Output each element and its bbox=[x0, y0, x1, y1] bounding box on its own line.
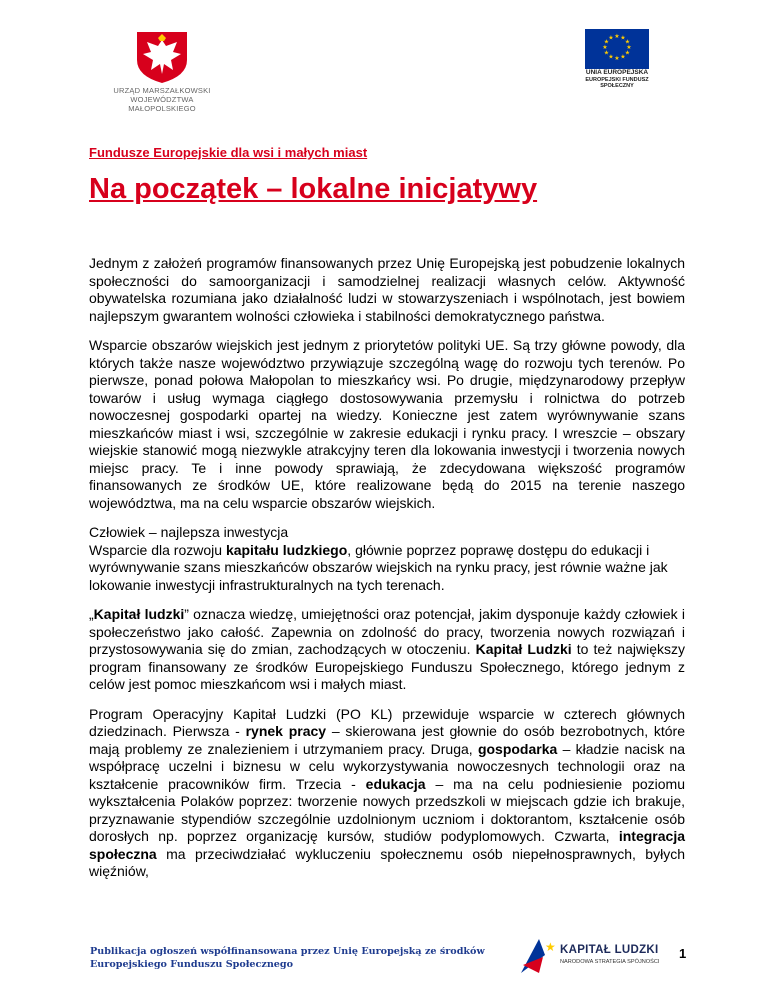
star-logo-icon bbox=[519, 935, 559, 975]
svg-text:★: ★ bbox=[545, 940, 556, 954]
footer-funding-note bbox=[90, 945, 485, 971]
paragraph-human-capital: Człowiek – najlepsza inwestycja Wsparcie dla rozwoju kapitału ludzkiego, głównie poprzez poprawę dostępu do edukacji i wyrównywanie szans mieszkańców obszarów wiejskich na rynku pracy, jest równie ważne jak lokowanie inwestycji infrastrukturalnych na tych terenach. bbox=[89, 524, 668, 593]
org-name-line1: URZĄD MARSZAŁKOWSKI bbox=[113, 86, 211, 95]
bold-term: edukacja bbox=[365, 775, 426, 792]
svg-text:★: ★ bbox=[608, 53, 614, 61]
kapital-ludzki-logo bbox=[519, 935, 669, 975]
page-title: Na początek – lokalne inicjatywy bbox=[89, 173, 538, 205]
malopolska-logo bbox=[97, 30, 227, 113]
eu-line2: EUROPEJSKI FUNDUSZ bbox=[585, 76, 649, 83]
bold-term: integracja społeczna bbox=[89, 828, 685, 862]
bold-term: rynek pracy bbox=[245, 723, 327, 739]
paragraph-intro: Jednym z założeń programów finansowanych przez Unię Europejską jest pobudzenie lokalnych społeczności do samoorganizacji i samodzielnej realizacji własnych celów. Aktywność obywatelska rozumiana jako działalność ludzi w stowarzyszeniach i wspólnotach, jest bowiem najlepszym gwarantem wolności człowieka i stabilności demokratycznego państwa. bbox=[89, 255, 685, 324]
article-body bbox=[89, 255, 685, 893]
paragraph-rural-support: Wsparcie obszarów wiejskich jest jednym z priorytetów polityki UE. Są trzy główne powody, dla których także nasze województwo przywiązuje szczególną wagę do rozwoju tych terenów. Po pierwsze, ponad połowa Małopolan to mieszkańcy wsi. Po drugie, międzynarodowy przepływ towarów i usług wymaga ciągłego dostosowywania przemysłu i rolnictwa do potrzeb nowoczesnej gospodarki opartej na wiedzy. Konieczne jest zatem wyrównywanie szans mieszkańców miast i wsi, szczególnie w zakresie edukacji i rynku pracy. I wreszcie – obszary wiejskie stanowić mogą niezwykle atrakcyjny teren dla lokowania inwestycji i tworzenia nowych miejsc pracy. Te i inne powody sprawiają, że zdecydowana większość programów finansowanych ze środków UE, które realizowane będą do 2015 na terenie naszego województwa, ma na celu wsparcie obszarów wiejskich. bbox=[89, 337, 685, 511]
eu-logo bbox=[577, 27, 657, 105]
eu-line3: SPOŁECZNY bbox=[600, 83, 634, 89]
bold-term: gospodarka bbox=[477, 740, 558, 757]
svg-text:★: ★ bbox=[602, 44, 608, 51]
svg-text:★: ★ bbox=[614, 33, 620, 40]
svg-text:★: ★ bbox=[603, 49, 610, 57]
bold-term: kapitału ludzkiego bbox=[225, 541, 348, 558]
eu-flag-icon bbox=[585, 29, 649, 69]
page-number: 1 bbox=[679, 946, 687, 961]
svg-text:★: ★ bbox=[603, 38, 610, 46]
kicker-heading: Fundusze Europejskie dla wsi i małych miast bbox=[89, 145, 368, 160]
bold-term: Kapitał ludzki bbox=[93, 606, 185, 622]
logo-subtitle: NARODOWA STRATEGIA SPÓJNOŚCI bbox=[560, 959, 660, 965]
org-name-line2: WOJEWÓDZTWA MAŁOPOLSKIEGO bbox=[128, 95, 196, 113]
paragraph-definition: „Kapitał ludzki” oznacza wiedzę, umiejętności oraz potencjał, jakim dysponuje każdy człowiek i społeczeństwo jako całość. Zapewnia on zdolność do pracy, tworzenia nowych rozwiązań i przystosowywania się do zmian, zachodzących w otoczeniu. Kapitał Ludzki to też największy program finansowany ze środków Europejskiego Funduszu Społecznego, którego jednym z celów jest pomoc mieszkańcom wsi i małych miast. bbox=[89, 606, 686, 692]
svg-text:★: ★ bbox=[624, 38, 631, 46]
svg-text:★: ★ bbox=[624, 49, 631, 57]
svg-text:★: ★ bbox=[608, 34, 614, 42]
eu-line1: UNIA EUROPEJSKA bbox=[585, 69, 649, 76]
logo-name: KAPITAŁ LUDZKI bbox=[560, 944, 659, 956]
section-subheading: Człowiek – najlepsza inwestycja bbox=[89, 524, 289, 540]
eagle-coat-of-arms-icon bbox=[133, 30, 191, 84]
svg-text:★: ★ bbox=[620, 34, 626, 42]
svg-text:★: ★ bbox=[626, 44, 632, 51]
svg-text:★: ★ bbox=[620, 53, 626, 61]
paragraph-program: Program Operacyjny Kapitał Ludzki (PO KL) przewiduje wsparcie w czterech głównych dziedzinach. Pierwsza - rynek pracy – skierowana jest głownie do osób bezrobotnych, które mają problemy ze znalezieniem i utrzymaniem pracy. Druga, gospodarka – kładzie nacisk na współpracę uczelni i biznesu w celu wykorzystywania nowoczesnych technologii oraz na kształcenie pracowników firm. Trzecia - edukacja – ma na celu podniesienie poziomu wykształcenia Polaków poprzez: tworzenie nowych przedszkoli w miejscach gdzie ich brakuje, przyznawanie stypendiów szczególnie uzdolnionym uczniom i doktorantom, kształcenie osób dorosłych np. poprzez organizację kursów, studiów podyplomowych. Czwarta, integracja społeczna ma przeciwdziałać wykluczeniu społecznemu osób niepełnosprawnych, byłych więźniów, bbox=[89, 705, 686, 879]
bold-term: Kapitał Ludzki bbox=[475, 641, 572, 657]
footer-line1: Publikacja ogłoszeń współfinansowana przez Unię Europejską ze środków bbox=[90, 946, 485, 957]
footer-line2: Europejskiego Funduszu Społecznego bbox=[90, 959, 294, 970]
svg-text:★: ★ bbox=[614, 55, 620, 62]
